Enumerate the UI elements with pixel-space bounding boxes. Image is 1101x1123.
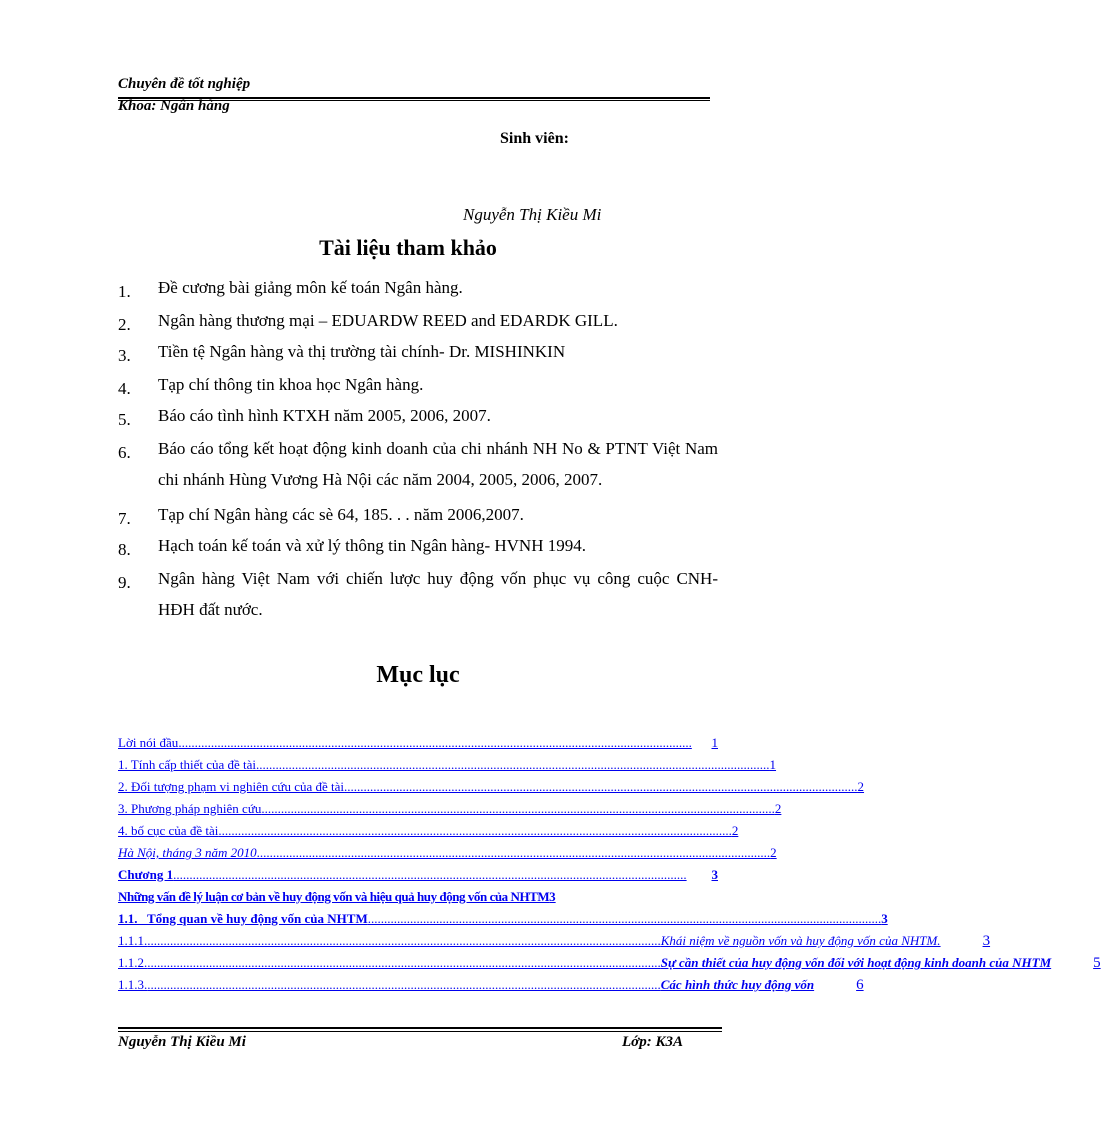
toc-entry[interactable] — [118, 977, 864, 999]
toc-entry-label: Những vấn đề lý luận cơ bản về huy động vốn và hiệu quả huy động vốn của NHTM — [118, 889, 550, 904]
toc-entry[interactable] — [118, 801, 782, 823]
reference-text: Ngân hàng thương mại – EDUARDW REED and EDARDK GILL. — [158, 311, 618, 330]
reference-text: Tiền tệ Ngân hàng và thị trường tài chính- Dr. MISHINKIN — [158, 342, 566, 361]
toc-entry-page: 3 — [549, 889, 556, 904]
reference-number: 3. — [118, 346, 131, 365]
toc-entry-page: 3 — [982, 933, 991, 949]
reference-item — [118, 305, 718, 336]
reference-number: 1. — [118, 282, 131, 301]
toc-entry-page: 2 — [857, 779, 865, 794]
header-title: Chuyên đề tốt nghiệp — [118, 76, 251, 92]
toc-entry-label: 4. bố cục của đề tài — [118, 823, 219, 838]
toc-leader: .............................................................................................................................................................. — [344, 779, 858, 794]
reference-number: 4. — [118, 379, 131, 398]
reference-item — [118, 369, 718, 400]
toc-entry[interactable] — [118, 889, 718, 911]
toc-entry-page: 1 — [769, 757, 777, 772]
toc-leader: .............................................................................................................................................................. — [178, 735, 692, 750]
student-label: Sinh viên: — [500, 130, 569, 147]
footer-class: Lớp: K3A — [622, 1034, 683, 1050]
toc-entry[interactable] — [118, 823, 739, 845]
toc-entry-label: 1. Tính cấp thiết của đề tài — [118, 757, 257, 772]
reference-text: Tạp chí Ngân hàng các sè 64, 185. . . năm 2006,2007. — [158, 505, 524, 524]
reference-number: 2. — [118, 315, 131, 334]
toc-entry-page: 3 — [711, 867, 718, 882]
table-of-contents — [118, 735, 1101, 999]
reference-item — [118, 433, 718, 495]
toc-title: Mục lục — [376, 662, 460, 688]
header-department: Khoa: Ngân hàng — [118, 98, 230, 114]
reference-text: Báo cáo tình hình KTXH năm 2005, 2006, 2007. — [158, 406, 491, 425]
reference-number: 8. — [118, 540, 131, 559]
toc-entry[interactable] — [118, 955, 1101, 977]
toc-leader: .............................................................................................................................................................. — [147, 977, 661, 992]
toc-leader: .............................................................................................................................................................. — [218, 823, 732, 838]
toc-entry-title: Khái niệm về nguồn vốn và huy động vốn của NHTM. — [660, 933, 941, 948]
toc-entry[interactable] — [118, 933, 991, 955]
reference-text: Hạch toán kế toán và xử lý thông tin Ngân hàng- HVNH 1994. — [158, 536, 586, 555]
toc-entry-page: 1 — [711, 735, 718, 750]
toc-entry-page: 2 — [731, 823, 739, 838]
toc-entry-label: 1.1.3. — [118, 977, 148, 992]
toc-entry-page: 5 — [1093, 955, 1101, 971]
toc-leader: .............................................................................................................................................................. — [173, 867, 687, 882]
reference-text: Báo cáo tổng kết hoạt động kinh doanh của chi nhánh NH No & PTNT Việt Nam chi nhánh Hùng Vương Hà Nội các năm 2004, 2005, 2006, 2007. — [158, 439, 718, 489]
footer-rule-thin — [118, 1031, 722, 1032]
reference-item — [118, 336, 718, 367]
toc-entry-label: 2. Đối tượng phạm vi nghiên cứu của đề tài — [118, 779, 345, 794]
reference-text: Ngân hàng Việt Nam với chiến lược huy động vốn phục vụ công cuộc CNH- HĐH đất nước. — [158, 569, 718, 619]
reference-number: 5. — [118, 410, 131, 429]
toc-entry-title: Các hình thức huy động vốn — [660, 977, 815, 992]
toc-leader: .............................................................................................................................................................. — [147, 933, 661, 948]
reference-item — [118, 530, 718, 561]
footer-author: Nguyễn Thị Kiều Mi — [118, 1034, 246, 1050]
references-title: Tài liệu tham khảo — [319, 235, 497, 260]
toc-entry-label: 1.1. Tổng quan về huy động vốn của NHTM — [118, 911, 368, 926]
toc-leader: .............................................................................................................................................................. — [256, 757, 770, 772]
reference-text: Đề cương bài giảng môn kế toán Ngân hàng. — [158, 278, 463, 297]
toc-entry-page: 3 — [881, 911, 888, 926]
toc-leader: .............................................................................................................................................................. — [367, 911, 882, 926]
toc-entry[interactable] — [118, 845, 777, 867]
reference-item — [118, 563, 718, 625]
reference-item — [118, 272, 718, 303]
reference-number: 6. — [118, 443, 131, 462]
student-name: Nguyễn Thị Kiều Mi — [463, 205, 602, 224]
toc-entry[interactable] — [118, 735, 718, 757]
toc-entry[interactable] — [118, 757, 777, 779]
toc-entry[interactable] — [118, 779, 865, 801]
toc-entry-page: 2 — [774, 801, 782, 816]
toc-leader: .............................................................................................................................................................. — [261, 801, 775, 816]
reference-number: 7. — [118, 509, 131, 528]
references-list — [118, 272, 718, 625]
reference-item — [118, 400, 718, 431]
toc-entry-label: 1.1.2. — [118, 955, 148, 970]
toc-entry-label: 3. Phương pháp nghiên cứu — [118, 801, 262, 816]
toc-entry-page: 6 — [856, 977, 864, 993]
toc-entry[interactable] — [118, 911, 888, 933]
toc-leader: .............................................................................................................................................................. — [147, 955, 661, 970]
toc-leader: .............................................................................................................................................................. — [256, 845, 771, 860]
reference-item — [118, 499, 718, 530]
toc-entry-page: 2 — [770, 845, 777, 860]
reference-number: 9. — [118, 573, 131, 592]
toc-entry-label: 1.1.1. — [118, 933, 148, 948]
toc-entry-title: Sự cần thiết của huy động vốn đối với hoạt động kinh doanh của NHTM — [660, 955, 1052, 970]
toc-entry-label: Chương 1 — [118, 867, 174, 882]
toc-entry-label: Lời nói đầu — [118, 735, 179, 750]
reference-text: Tạp chí thông tin khoa học Ngân hàng. — [158, 375, 424, 394]
toc-entry[interactable] — [118, 867, 718, 889]
footer-rule — [118, 1027, 722, 1029]
toc-entry-label: Hà Nội, tháng 3 năm 2010 — [118, 845, 257, 860]
